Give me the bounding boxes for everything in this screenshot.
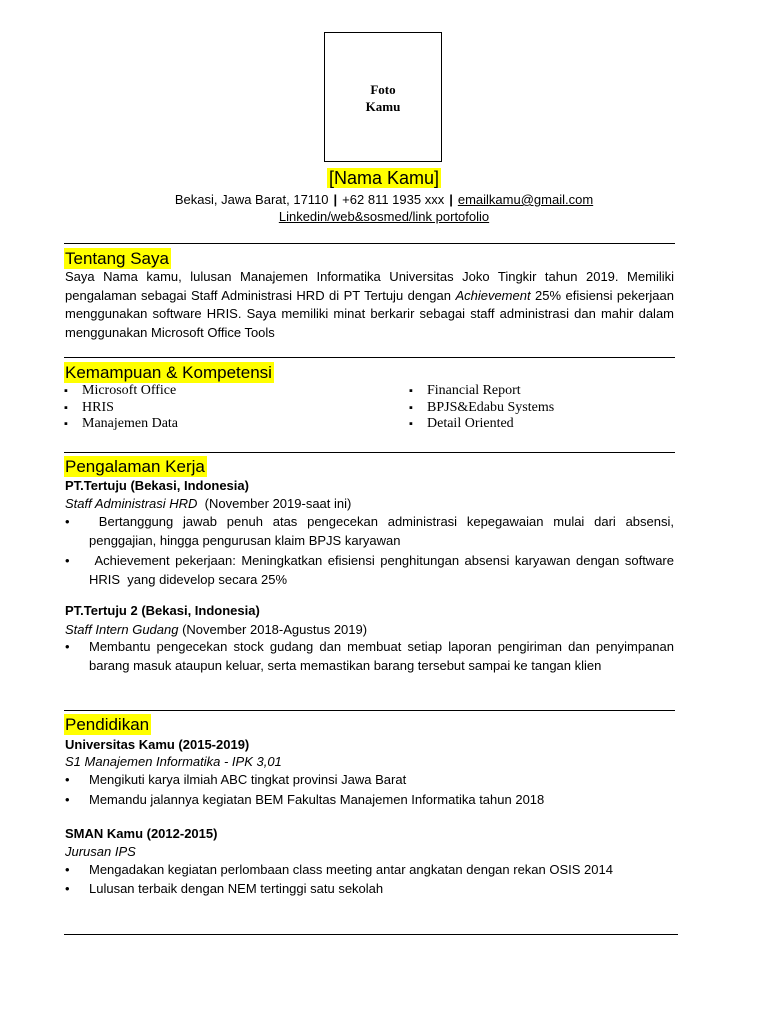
portfolio-link[interactable]: Linkedin/web&sosmed/link portofolio [278,209,490,224]
name-heading [0,167,768,189]
job-period: (November 2019-saat ini) [197,496,352,511]
bullet-icon: • [65,772,70,787]
photo-placeholder [324,32,442,162]
list-item [65,552,678,589]
bullet-text: Mengadakan kegiatan perlombaan class meeting antar angkatan dengan rekan OSIS 2014 [89,862,613,877]
name-text: [Nama Kamu] [328,168,440,188]
school-name: Universitas Kamu (2015-2019) [65,737,250,752]
skill-item: ▪ Financial Report [409,383,554,400]
job-period: (November 2018-Agustus 2019) [178,622,368,637]
section-divider [64,934,678,935]
bullet-text: Lulusan terbaik dengan NEM tertinggi satu sekolah [89,880,384,896]
links-line [0,208,768,225]
phone-text: +62 811 1935 xxx [342,192,445,207]
bullet-icon: • [65,553,70,568]
school-bullets [65,771,674,809]
bullet-icon: • [65,791,70,807]
skill-item: ▪ Manajemen Data [64,416,178,433]
list-item [65,791,674,810]
bullet-icon: • [65,514,70,529]
skill-item: ▪ Microsoft Office [64,383,178,400]
skills-list-right [409,383,554,433]
contact-line [0,191,768,208]
job-company: PT.Tertuju 2 (Bekasi, Indonesia) [65,603,260,618]
list-item [65,880,674,899]
section-title-skills: Kemampuan & Kompetensi [65,363,272,382]
job-position: Staff Intern Gudang [65,622,179,637]
skill-item: ▪ Detail Oriented [409,416,554,433]
bullet-text: Mengikuti karya ilmiah ABC tingkat provinsi Jawa Barat [89,772,407,787]
school-detail: Jurusan IPS [65,844,136,859]
bullet-icon: • [65,862,70,877]
school-bullets [65,861,674,898]
bullet-text: Bertanggung jawab penuh atas pengecekan administrasi kepegawaian mulai dari absensi, penggajian, hingga pengurusan klaim BPJS karyawan [89,514,678,548]
email-link[interactable]: emailkamu@gmail.com [457,192,594,207]
about-paragraph [65,268,674,342]
list-item [65,861,674,880]
bullet-icon: • [65,639,70,654]
photo-label-line2: Kamu [365,99,401,114]
skills-list-left [64,383,178,433]
list-item [65,513,678,550]
about-text-b: 25% efisiensi pekerjaan menggunakan software HRIS. Saya memiliki minat berkarir sebagai staff administrasi dan mahir dalam menggunakan Microsoft Office Tools [65,287,674,340]
skill-item: ▪ BPJS&Edabu Systems [409,400,554,417]
contact-separator: | [449,192,453,207]
section-title-experience: Pengalaman Kerja [65,457,205,476]
bullet-icon: • [65,880,70,896]
photo-label-line1: Foto [370,82,396,97]
school-detail: S1 Manajemen Informatika - IPK 3,01 [65,754,282,769]
section-divider [64,243,675,244]
list-item [65,638,674,675]
bullet-text: Membantu pengecekan stock gudang dan membuat setiap laporan pengiriman dan penyimpanan barang masuk ataupun keluar, serta memastikan barang tersebut sampai ke tangan klien [89,639,674,673]
about-text-a: Saya Nama kamu, lulusan Manajemen Informatika Universitas Joko Tingkir tahun 2019. Memiliki pengalaman sebagai Staff Administrasi HRD di PT Tertuju dengan [65,269,674,303]
school-name: SMAN Kamu (2012-2015) [65,826,218,841]
contact-separator: | [333,192,338,207]
section-title-about: Tentang Saya [65,249,169,268]
bullet-text: Memandu jalannya kegiatan BEM Fakultas Manajemen Informatika tahun 2018 [89,791,545,807]
section-divider [64,357,675,358]
section-title-education: Pendidikan [65,715,150,734]
section-divider [64,710,675,711]
bullet-text: Achievement pekerjaan: Meningkatkan efisiensi penghitungan absensi karyawan dengan software HRIS yang didevelop secara 25% [89,553,678,587]
skill-item: ▪ HRIS [64,400,178,417]
section-divider [64,452,675,453]
job-position: Staff Administrasi HRD [65,496,198,511]
job-position-line [65,495,351,513]
job-company: PT.Tertuju (Bekasi, Indonesia) [65,478,249,493]
job-bullets [65,638,674,675]
location-text: Bekasi, Jawa Barat, 17110 [174,192,329,207]
photo-placeholder-text [325,81,441,115]
job-bullets [65,513,678,589]
list-item [65,771,674,790]
job-position-line [65,621,367,639]
about-text-italic: Achievement [455,287,531,303]
